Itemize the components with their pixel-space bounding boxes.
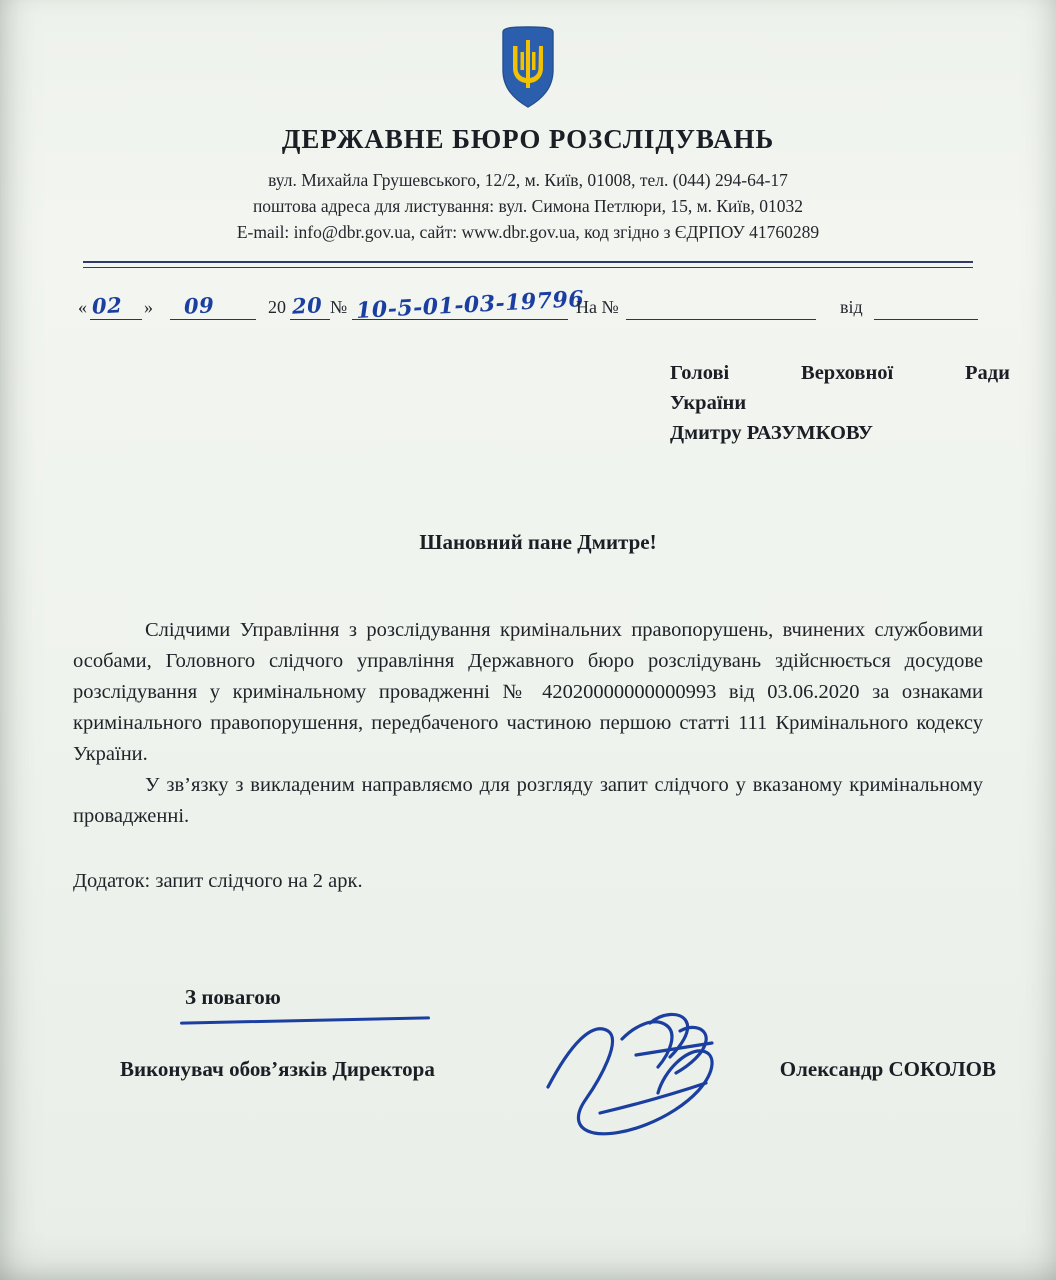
quote-open: « — [78, 297, 87, 317]
addressee-line-3: Дмитру РАЗУМКОВУ — [670, 422, 873, 444]
org-address-line-1: вул. Михайла Грушевського, 12/2, м. Київ, 01008, тел. (044) 294-64-17 — [268, 170, 788, 190]
quote-close: » — [144, 297, 153, 317]
signatory-name: Олександр СОКОЛОВ — [779, 1057, 996, 1081]
addressee-word-1: Голові — [670, 362, 730, 384]
ukraine-trident-emblem-icon — [500, 26, 556, 108]
reply-date-underline — [874, 319, 978, 320]
salutation: Шановний пане Дмитре! — [419, 530, 657, 554]
handwritten-signature-icon — [530, 995, 760, 1145]
year-prefix: 20 — [268, 297, 286, 317]
reference-line — [78, 286, 978, 324]
outgoing-number-underline — [352, 319, 568, 320]
organization-title: ДЕРЖАВНЕ БЮРО РОЗСЛІДУВАНЬ — [281, 124, 775, 154]
reply-date-label: від — [840, 297, 863, 317]
number-sign: № — [330, 297, 348, 317]
addressee-line-1 — [670, 358, 1010, 388]
regards-text: З повагою — [185, 985, 281, 1009]
org-address-line-2: поштова адреса для листування: вул. Симона Петлюри, 15, м. Київ, 01032 — [252, 196, 804, 216]
signature-block — [30, 985, 1026, 1165]
reply-number-label: На № — [576, 297, 619, 317]
year-underline — [290, 319, 330, 320]
body-paragraph-1: Слідчими Управління з розслідування кримінальних правопорушень, вчинених службовими особами, Головного слідчого управління Державного бюро розслідувань здійснюється досудове розслідування у кримінальному провадженні № 42020000000000993 від 03.06.2020 за ознаками кримінального правопорушення, передбаченого частиною першою статті 111 Кримінального кодексу України. — [73, 619, 983, 765]
reference-day-handwritten: 02 — [91, 292, 123, 319]
signatory-role: Виконувач обов’язків Директора — [120, 1057, 435, 1081]
regards-underline-mark — [180, 1016, 430, 1024]
letter-body — [73, 615, 983, 832]
addressee-word-3: Ради — [965, 362, 1010, 384]
addressee-line-2: України — [670, 392, 747, 414]
addressee-word-2: Верховної — [801, 362, 894, 384]
reference-year-handwritten: 20 — [291, 292, 323, 319]
reply-number-underline — [626, 319, 816, 320]
month-underline — [170, 319, 256, 320]
organization-contacts — [30, 167, 1026, 245]
addressee-block — [670, 358, 1010, 448]
day-underline — [90, 319, 142, 320]
outgoing-number-handwritten: 10-5-01-03-19796 — [355, 286, 585, 324]
reference-month-handwritten: 09 — [183, 292, 215, 319]
body-paragraph-2: У зв’язку з викладеним направляємо для розгляду запит слідчого у вказаному кримінальному провадженні. — [73, 774, 983, 827]
header-divider — [83, 261, 973, 268]
org-address-line-3: E-mail: info@dbr.gov.ua, сайт: www.dbr.gov.ua, код згідно з ЄДРПОУ 41760289 — [236, 222, 820, 242]
attachment-note: Додаток: запит слідчого на 2 арк. — [73, 870, 363, 892]
emblem-container — [30, 0, 1026, 108]
